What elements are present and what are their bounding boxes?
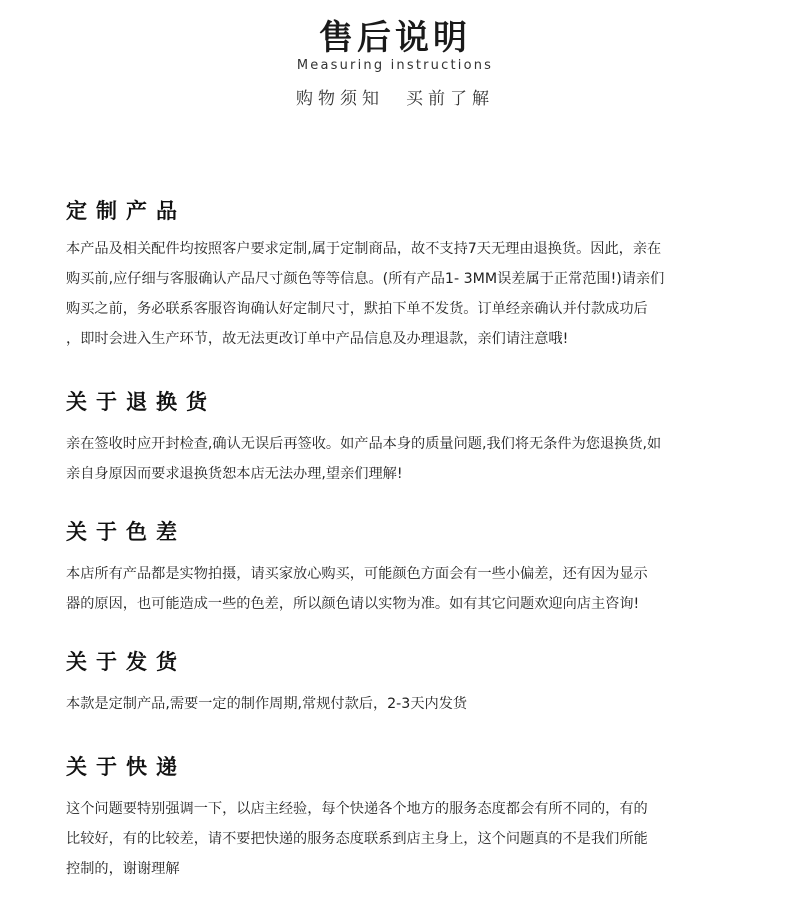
tagline-right: 买前了解 — [406, 89, 494, 109]
section-heading: 关于发货 — [66, 650, 186, 674]
page-subtitle: Measuring instructions — [296, 58, 494, 73]
tagline-left: 购物须知 — [296, 89, 384, 109]
body-line: 本店所有产品都是实物拍摄，请买家放心购买，可能颜色方面会有一些小偏差，还有因为显示 — [66, 566, 648, 582]
section-heading: 关于快递 — [66, 755, 186, 779]
body-line: 本款是定制产品,需要一定的制作周期,常规付款后，2-3天内发货 — [66, 696, 468, 712]
section-heading: 定制产品 — [66, 199, 186, 223]
body-line: 器的原因，也可能造成一些的色差，所以颜色请以实物为准。如有其它问题欢迎向店主咨询! — [66, 596, 640, 612]
body-line: 购买前,应仔细与客服确认产品尺寸颜色等等信息。(所有产品1- 3MM误差属于正常范围!)请亲们 — [66, 271, 665, 287]
body-line: 亲自身原因而要求退换货恕本店无法办理,望亲们理解! — [66, 466, 403, 482]
section-shipping — [66, 647, 746, 719]
section-body — [66, 234, 746, 354]
page-tagline — [0, 84, 790, 109]
section-body — [66, 559, 746, 619]
section-custom-products — [66, 196, 746, 354]
section-express-delivery — [66, 752, 746, 884]
section-body — [66, 429, 746, 489]
body-line: 本产品及相关配件均按照客户要求定制,属于定制商品，故不支持7天无理由退换货。因此，亲在 — [66, 241, 662, 257]
body-line: 购买之前，务必联系客服咨询确认好定制尺寸，默拍下单不发货。订单经亲确认并付款成功后 — [66, 301, 648, 317]
section-color-difference — [66, 517, 746, 619]
section-returns — [66, 387, 746, 489]
body-line: 比较好，有的比较差，请不要把快递的服务态度联系到店主身上，这个问题真的不是我们所能 — [66, 831, 648, 847]
body-line: 控制的，谢谢理解 — [66, 861, 180, 877]
section-body — [66, 689, 746, 719]
section-body — [66, 794, 746, 884]
section-heading: 关于色差 — [66, 520, 186, 544]
section-heading: 关于退换货 — [66, 390, 216, 414]
page-title: 售后说明 — [319, 18, 471, 58]
body-line: 亲在签收时应开封检查,确认无误后再签收。如产品本身的质量问题,我们将无条件为您退换货,如 — [66, 436, 662, 452]
body-line: 这个问题要特别强调一下，以店主经验，每个快递各个地方的服务态度都会有所不同的，有的 — [66, 801, 648, 817]
body-line: ，即时会进入生产环节，故无法更改订单中产品信息及办理退款，亲们请注意哦! — [66, 331, 569, 347]
